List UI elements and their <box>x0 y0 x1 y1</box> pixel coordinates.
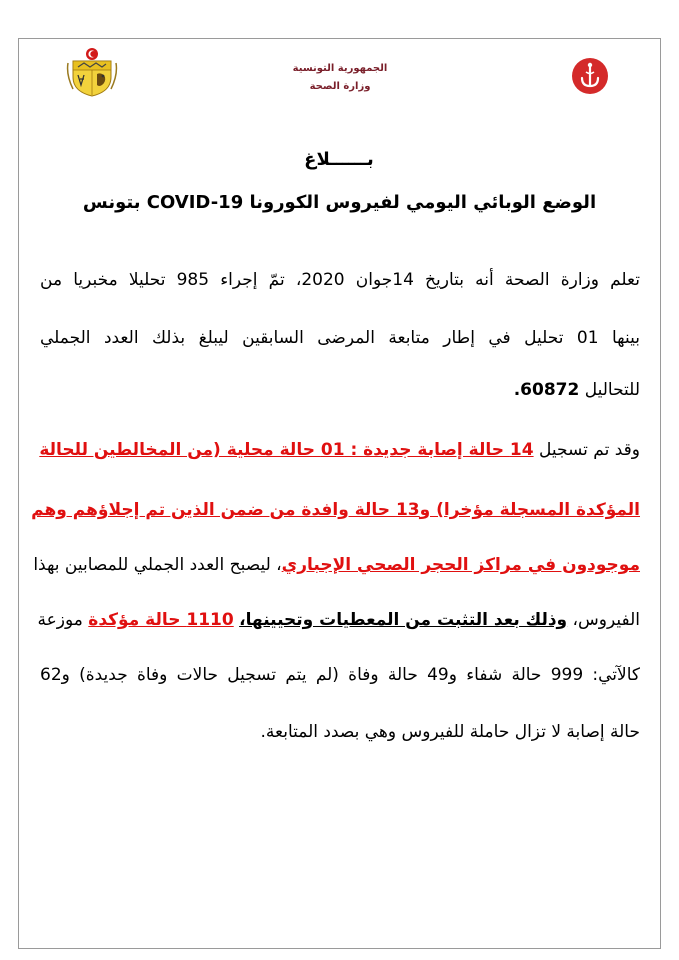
notice-subtitle: الوضع الوبائي اليومي لفيروس الكورونا COVID-19 بتونس <box>82 192 597 213</box>
body-line-5 <box>31 495 640 525</box>
body-line-2 <box>40 323 640 353</box>
body-line-4 <box>40 435 640 465</box>
confirmed-cases-highlight: 1110 حالة مؤكدة <box>88 610 234 630</box>
body-text: حالة إصابة لا تزال حاملة للفيروس وهي بصدد المتابعة. <box>260 722 640 742</box>
notice-title: بــــــلاغ <box>304 149 374 170</box>
new-cases-highlight: 14 حالة إصابة جديدة : 01 حالة محلية (من المخالطين للحالة <box>39 440 534 460</box>
body-text: للتحاليل <box>584 380 640 400</box>
body-text: الفيروس، <box>572 610 640 630</box>
body-text: ، ليصبح العدد الجملي للمصابين بهذا <box>33 555 282 575</box>
body-text: بينها 01 تحليل في إطار متابعة المرضى السابقين ليبلغ بذلك العدد الجملي <box>40 328 640 348</box>
total-tests-value: 60872. <box>513 380 580 400</box>
body-line-6 <box>33 550 640 580</box>
body-line-9 <box>40 717 640 747</box>
tunisia-coat-of-arms-icon <box>66 47 118 97</box>
quarantine-highlight: موجودون في مراكز الحجر الصحي الإجباري <box>281 555 640 575</box>
verification-note: وذلك بعد التثبت من المعطيات وتحيينها، <box>239 610 568 630</box>
body-text: موزعة <box>37 610 83 630</box>
document-frame <box>18 38 661 949</box>
body-text: وقد تم تسجيل <box>539 440 640 460</box>
header-institution <box>240 60 440 96</box>
body-line-8 <box>40 660 640 690</box>
ministry-of-health-logo-icon <box>571 57 609 95</box>
republic-name: الجمهورية التونسية <box>292 63 388 74</box>
new-cases-highlight: المؤكدة المسجلة مؤخرا) و13 حالة وافدة من ضمن الذين تم إجلاؤهم وهم <box>31 500 640 520</box>
body-text: تعلم وزارة الصحة أنه بتاريخ 14جوان 2020، تمّ إجراء 985 تحليلا مخبريا من <box>40 270 640 290</box>
body-text: كالآتي: 999 حالة شفاء و49 حالة وفاة (لم يتم تسجيل حالات وفاة جديدة) و62 <box>40 665 640 685</box>
body-line-1 <box>40 265 640 295</box>
body-line-3 <box>40 375 640 405</box>
ministry-name: وزارة الصحة <box>309 81 371 92</box>
body-line-7 <box>37 605 640 635</box>
